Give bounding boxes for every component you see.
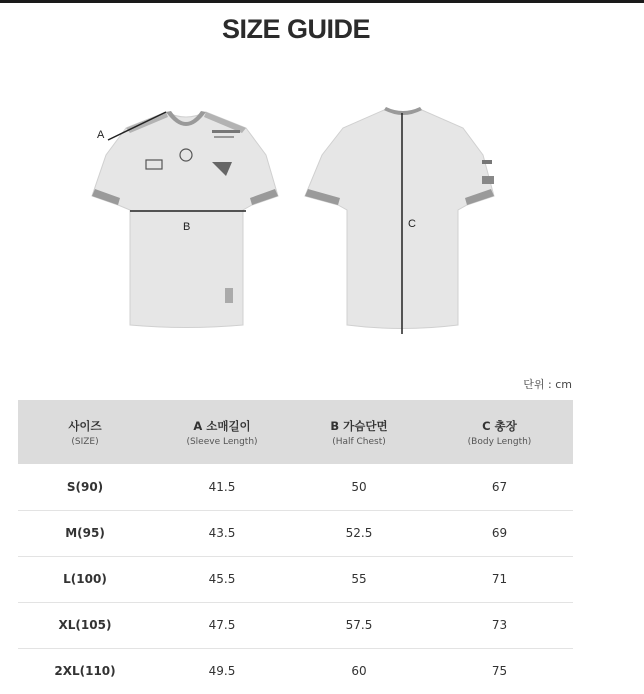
label-a: A <box>97 129 105 141</box>
sleeve-cell: 49.5 <box>208 664 236 679</box>
jersey-illustration <box>0 100 644 350</box>
chest-cell: 52.5 <box>345 526 373 540</box>
size-cell: 2XL(110) <box>54 664 116 679</box>
top-rule <box>0 0 644 3</box>
size-cell: XL(105) <box>58 618 112 632</box>
sleeve-cell: 47.5 <box>208 618 236 632</box>
back-jersey <box>305 107 494 334</box>
front-jersey <box>92 111 278 328</box>
page-title: SIZE GUIDE <box>221 14 371 44</box>
size-cell: L(100) <box>63 572 107 586</box>
sleeve-cell: 43.5 <box>208 526 236 540</box>
chest-cell: 50 <box>351 479 367 494</box>
table-row <box>18 602 573 648</box>
chest-cell: 55 <box>351 572 367 586</box>
table-header-row <box>18 400 573 464</box>
table-row <box>18 464 573 510</box>
header-kr: C 총장 <box>482 418 517 433</box>
chest-cell: 57.5 <box>345 618 373 632</box>
header-en: (Body Length) <box>467 436 532 447</box>
header-kr: 사이즈 <box>68 418 102 433</box>
header-kr: A 소매길이 <box>193 418 251 433</box>
header-half-chest <box>292 400 426 464</box>
header-en: (Half Chest) <box>332 436 386 447</box>
header-kr: B 가슴단면 <box>330 418 388 433</box>
sleeve-cell: 45.5 <box>208 572 236 586</box>
length-cell: 71 <box>491 572 508 586</box>
length-cell: 67 <box>491 479 508 494</box>
header-body-length <box>426 400 573 464</box>
size-cell: S(90) <box>66 479 104 494</box>
size-table <box>18 400 573 694</box>
label-b: B <box>183 221 191 233</box>
sleeve-cell: 41.5 <box>208 479 236 494</box>
unit-label: 단위 : cm <box>523 378 572 391</box>
length-cell: 69 <box>491 526 508 540</box>
table-row <box>18 648 573 694</box>
length-cell: 73 <box>491 618 508 632</box>
header-en: (Sleeve Length) <box>186 436 258 447</box>
size-cell: M(95) <box>65 526 105 540</box>
table-row <box>18 556 573 602</box>
chest-cell: 60 <box>351 664 367 679</box>
header-en: (SIZE) <box>71 436 99 447</box>
label-c: C <box>408 218 416 230</box>
header-sleeve-length <box>152 400 292 464</box>
header-size <box>18 400 152 464</box>
table-row <box>18 510 573 556</box>
length-cell: 75 <box>491 664 508 679</box>
